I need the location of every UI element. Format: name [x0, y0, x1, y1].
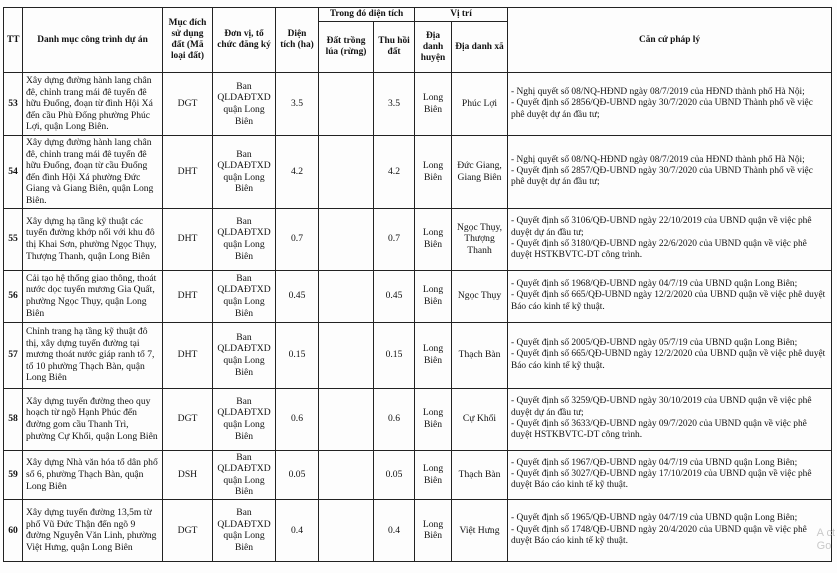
area-value: 0.7 — [276, 208, 319, 270]
legal-basis-line: - Quyết định số 1967/QĐ-UBND ngày 04/7/19 của UBND quận Long Biên; — [511, 457, 798, 468]
recovered-land-value: 0.45 — [374, 270, 415, 322]
land-purpose-code: DSH — [163, 450, 213, 499]
commune-name: Ngọc Thụy — [452, 270, 508, 322]
area-value: 0.4 — [276, 499, 319, 561]
district-name: Long Biên — [415, 499, 452, 561]
land-use-table — [3, 7, 832, 562]
district-name: Long Biên — [415, 322, 452, 388]
legal-basis-line: - Nghị quyết số 08/NQ-HĐND ngày 08/7/2019 của HĐND thành phố Hà Nội; — [511, 86, 805, 97]
project-name: Xây dựng đường hành lang chân đê, chỉnh trang mái đê tuyến đê hữu Đuống, đoạn từ cầu Đuống đến đình Hội Xá phường Đức Giang và Giang Biên, quận Long Biên. — [23, 136, 163, 209]
row-number: 53 — [4, 73, 23, 136]
registering-org: Ban QLDAĐTXD quận Long Biên — [213, 136, 276, 209]
area-value: 0.6 — [276, 388, 319, 450]
rice-land-value — [319, 388, 374, 450]
header-purpose: Mục đích sử dụng đất (Mã loại đất) — [163, 8, 213, 73]
registering-org: Ban QLDAĐTXD quận Long Biên — [213, 499, 276, 561]
header-org: Đơn vị, tổ chức đăng ký — [213, 8, 276, 73]
rice-land-value — [319, 208, 374, 270]
legal-basis — [508, 73, 832, 136]
registering-org: Ban QLDAĐTXD quận Long Biên — [213, 73, 276, 136]
rice-land-value — [319, 322, 374, 388]
rice-land-value — [319, 450, 374, 499]
district-name: Long Biên — [415, 208, 452, 270]
table-row — [4, 136, 832, 209]
district-name: Long Biên — [415, 136, 452, 209]
table-row — [4, 73, 832, 136]
table-row — [4, 322, 832, 388]
watermark-line: Go — [816, 540, 832, 552]
watermark-line: A ct — [816, 527, 835, 539]
land-purpose-code: DGT — [163, 73, 213, 136]
land-purpose-code: DHT — [163, 136, 213, 209]
area-value: 4.2 — [276, 136, 319, 209]
legal-basis-line: - Quyết định số 3180/QĐ-UBND ngày 22/6/2020 của UBND quận về việc phê duyệt HSTKBVTC-DT công trình. — [511, 239, 807, 261]
legal-basis — [508, 208, 832, 270]
project-name: Chỉnh trang hạ tầng kỹ thuật đô thị, xây dựng tuyến đường tại mương thoát nước giáp ranh tổ 7, tổ 10 phường Thạch Bàn, quận Long Biên — [23, 322, 163, 388]
district-name: Long Biên — [415, 450, 452, 499]
table-row — [4, 388, 832, 450]
registering-org: Ban QLDAĐTXD quận Long Biên — [213, 388, 276, 450]
rice-land-value — [319, 73, 374, 136]
legal-basis-line: - Quyết định số 2856/QĐ-UBND ngày 30/7/2020 của UBND Thành phố về việc phê duyệt dự án đầu tư; — [511, 98, 813, 120]
recovered-land-value: 4.2 — [374, 136, 415, 209]
project-name: Xây dựng Nhà văn hóa tổ dân phố số 6, phường Thạch Bàn, quận Long Biên — [23, 450, 163, 499]
land-purpose-code: DGT — [163, 499, 213, 561]
rice-land-value — [319, 499, 374, 561]
legal-basis-line: - Quyết định số 2005/QĐ-UBND ngày 05/7/19 của UBND quận Long Biên; — [511, 337, 798, 348]
commune-name: Thạch Bàn — [452, 322, 508, 388]
rice-land-value — [319, 270, 374, 322]
land-purpose-code: DHT — [163, 322, 213, 388]
recovered-land-value: 0.4 — [374, 499, 415, 561]
project-name: Xây dựng đường hành lang chân đê, chỉnh trang mái đê tuyến đê hữu Đuống, đoạn từ đình Hội Xá đến cầu Phù Đổng phường Phúc Lợi, quận Long Biên. — [23, 73, 163, 136]
area-value: 3.5 — [276, 73, 319, 136]
header-project: Danh mục công trình dự án — [23, 8, 163, 73]
legal-basis-line: - Quyết định số 1968/QĐ-UBND ngày 04/7/19 của UBND quận Long Biên; — [511, 278, 798, 289]
recovered-land-value: 0.7 — [374, 208, 415, 270]
legal-basis — [508, 136, 832, 209]
area-value: 0.45 — [276, 270, 319, 322]
header-legal: Căn cứ pháp lý — [508, 8, 832, 73]
legal-basis — [508, 499, 832, 561]
commune-name: Ngọc Thụy, Thượng Thanh — [452, 208, 508, 270]
registering-org: Ban QLDAĐTXD quận Long Biên — [213, 450, 276, 499]
legal-basis-line: - Quyết định số 665/QĐ-UBND ngày 12/2/2020 của UBND quận về việc phê duyệt Báo cáo kinh tế kỹ thuật. — [511, 290, 826, 312]
area-value: 0.15 — [276, 322, 319, 388]
legal-basis-line: - Quyết định số 3259/QĐ-UBND ngày 30/10/2019 của UBND quận về việc phê duyệt dự án đầu tư; — [511, 396, 812, 418]
row-number: 56 — [4, 270, 23, 322]
row-number: 58 — [4, 388, 23, 450]
area-value: 0.05 — [276, 450, 319, 499]
legal-basis-line: - Quyết định số 3027/QĐ-UBND ngày 17/10/2019 của UBND quận về việc phê duyệt Báo cáo kinh tế kỹ thuật. — [511, 469, 812, 491]
legal-basis-line: - Quyết định số 3633/QĐ-UBND ngày 09/7/2020 của UBND quận về việc phê duyệt HSTKBVTC-DT công trình. — [511, 419, 807, 441]
recovered-land-value: 3.5 — [374, 73, 415, 136]
commune-name: Cự Khối — [452, 388, 508, 450]
project-name: Cải tạo hệ thống giao thông, thoát nước dọc tuyến mương Gia Quất, phường Ngọc Thụy, quận Long Biên — [23, 270, 163, 322]
recovered-land-value: 0.05 — [374, 450, 415, 499]
header-rice: Đất trồng lúa (rừng) — [319, 22, 374, 73]
legal-basis — [508, 450, 832, 499]
legal-basis — [508, 388, 832, 450]
table-row — [4, 208, 832, 270]
header-commune: Địa danh xã — [452, 22, 508, 73]
project-name: Xây dựng tuyến đường 13,5m từ phố Vũ Đức Thận đến ngõ 9 đường Nguyễn Văn Linh, phường Việt Hưng, quận Long Biên — [23, 499, 163, 561]
registering-org: Ban QLDAĐTXD quận Long Biên — [213, 322, 276, 388]
recovered-land-value: 0.15 — [374, 322, 415, 388]
legal-basis-line: - Quyết định số 665/QĐ-UBND ngày 12/2/2020 của UBND quận về việc phê duyệt Báo cáo kinh tế kỹ thuật. — [511, 349, 826, 371]
header-area: Diện tích (ha) — [276, 8, 319, 73]
header-district: Địa danh huyện — [415, 22, 452, 73]
legal-basis-line: - Quyết định số 1965/QĐ-UBND ngày 04/7/19 của UBND quận Long Biên; — [511, 513, 798, 524]
header-tt: TT — [4, 8, 23, 73]
rice-land-value — [319, 136, 374, 209]
legal-basis — [508, 270, 832, 322]
project-name: Xây dựng hạ tầng kỹ thuật các tuyến đường khớp nối với khu đô thị Khai Sơn, phường Ngọc Thụy, Thượng Thanh, quận Long Biên — [23, 208, 163, 270]
legal-basis — [508, 322, 832, 388]
registering-org: Ban QLDAĐTXD quận Long Biên — [213, 208, 276, 270]
row-number: 54 — [4, 136, 23, 209]
legal-basis-line: - Nghị quyết số 08/NQ-HĐND ngày 08/7/2019 của HĐND thành phố Hà Nội; — [511, 154, 805, 165]
header-location: Vị trí — [415, 8, 508, 22]
commune-name: Đức Giang, Giang Biên — [452, 136, 508, 209]
legal-basis-line: - Quyết định số 2857/QĐ-UBND ngày 30/7/2020 của UBND Thành phố về việc phê duyệt dự án đầu tư; — [511, 166, 813, 188]
table-row — [4, 499, 832, 561]
commune-name: Phúc Lợi — [452, 73, 508, 136]
row-number: 59 — [4, 450, 23, 499]
land-purpose-code: DHT — [163, 208, 213, 270]
row-number: 60 — [4, 499, 23, 561]
project-name: Xây dựng tuyến đường theo quy hoạch từ ngõ Hạnh Phúc đến đường gom cầu Thanh Trì, phường Cự Khối, quận Long Biên — [23, 388, 163, 450]
header-recover: Thu hồi đất — [374, 22, 415, 73]
legal-basis-line: - Quyết định số 1748/QĐ-UBND ngày 20/4/2020 của UBND quận về việc phê duyệt Báo cáo kinh tế kỹ thuật. — [511, 524, 807, 547]
watermark — [817, 527, 835, 553]
registering-org: Ban QLDAĐTXD quận Long Biên — [213, 270, 276, 322]
legal-basis-line: - Quyết định số 3106/QĐ-UBND ngày 22/10/2019 của UBND quận về việc phê duyệt dự án đầu tư; — [511, 216, 812, 238]
header-within: Trong đó diện tích — [319, 8, 415, 22]
table-row — [4, 450, 832, 499]
land-purpose-code: DHT — [163, 270, 213, 322]
table-row — [4, 270, 832, 322]
district-name: Long Biên — [415, 73, 452, 136]
district-name: Long Biên — [415, 388, 452, 450]
district-name: Long Biên — [415, 270, 452, 322]
row-number: 55 — [4, 208, 23, 270]
land-purpose-code: DGT — [163, 388, 213, 450]
row-number: 57 — [4, 322, 23, 388]
commune-name: Thạch Bàn — [452, 450, 508, 499]
recovered-land-value: 0.6 — [374, 388, 415, 450]
commune-name: Việt Hưng — [452, 499, 508, 561]
